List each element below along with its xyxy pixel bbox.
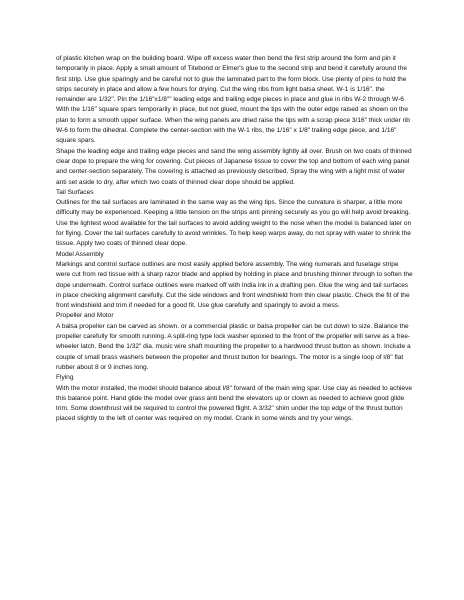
paragraph-flying: With the motor installed, the model should balance about l/8" forward of the main wing spar. Use clay as needed to achieve this balance point. Hand glide the model over grass anti bend the elevators up or clown as needed to achieve good glide trim. Some downthrust will be required to control the powered flight. A 3/32" shim under the top edge of the thrust button placed slightly to the left of center was required on my model. Crank in some winds and try your wings. — [56, 384, 413, 423]
paragraph-propeller-and-motor: A balsa propeller can be carved as shown. or a commercial plastic or balsa propeller can be cut down to size. Balance the propeller carefully for smooth running. A split-ring type lock washer epoxied to the front of the propeller will serve as a free-wheeler latch. Bend the 1/32" dia. music wire shaft mounting the propeller to a hardwood thrust button as shown. Include a couple of small brass washers between the propeller and thrust button for bearings. The motor is a single loop of l/8" flat rubber about 8 or 9 inches long. — [56, 322, 411, 371]
paragraph-wing-construction: of plastic kitchen wrap on the building board. Wipe off excess water then bend the first strip around the form and pin it temporarily in place. Apply a small amount of Titebond or Elmer's glue to the second strip and bend it carefully around the first strip. Use glue sparingly and be careful not to glue the laminated part to the form block. Use plenty of pins to hold the strips securely in place and allow a few hours for drying. Cut the wing ribs from light balsa sheet. W-1 is 1/16". the remainder are 1/32". Pin the 1/16"x1/8"" leading edge and trailing edge pieces in place and glue in ribs W-2 through W-6 With the 1/16" square spars temporarily in place, but not glued, mount the tips with the outer edge raised as shown on the plan to form a smooth upper surface. When the wing panels are dried raise the tips with a scrap piece 3/16" thick under rib W-6 to form the dihedral. Complete the center-section with the W-1 ribs, the 1/16" x 1/8" trailing edge piece, and 1/16" square spars. — [56, 55, 410, 145]
heading-flying: Flying — [56, 374, 74, 382]
paragraph-tail-surfaces: Outlines for the tail surfaces are laminated in the same way as the wing tips. Since the curvature is sharper, a little more difficulty may be experienced. Keeping a little tension on the strips anti pinning securely as you go will help avoid breaking. Use the lightest wood available for the tail surfaces to avoid adding weight to the nose when the model is balanced later on for flying. Cover the tail surfaces carefully to avoid wrinkles. To help keep warps away, do not spray with water to shrink the tissue. Apply two coats of thinned clear dope. — [56, 199, 412, 248]
paragraph-model-assembly: Markings and control surface outlines are most easily applied before assembly. The wing numerals and fuselage stripe were cut from red tissue with a sharp razor blade and applied by holding in place and brushing thinner through to soften the dope underneath. Control surface outlines were marked off with India ink in a drafting pen. Glue the wing and tail surfaces in place checking alignment carefully. Cut the side windows and front windshield from thin clear plastic. Check the fit of the front windshield and trim if needed for a good fit. Use glue carefully and sparingly to avoid a mess. — [56, 260, 413, 310]
paragraph-wing-covering: Shape the leading edge and trailing edge pieces and sand the wing assembly lightly all over. Brush on two coats of thinned clear dope to prepare the wing for covering. Cut pieces of Japanese tissue to cover the top and bottom of each wing panel and center-section separately. The covering is attached as previously described. Spray the wing with a light mist of water anti set aside to dry, after which two coats of thinned clear dope should be applied. — [56, 147, 412, 186]
document-page — [56, 54, 414, 425]
heading-tail-surfaces: Tail Surfaces — [56, 188, 94, 196]
heading-propeller-and-motor: Propeller and Motor — [56, 312, 114, 320]
heading-model-assembly: Model Assembly — [56, 250, 104, 258]
